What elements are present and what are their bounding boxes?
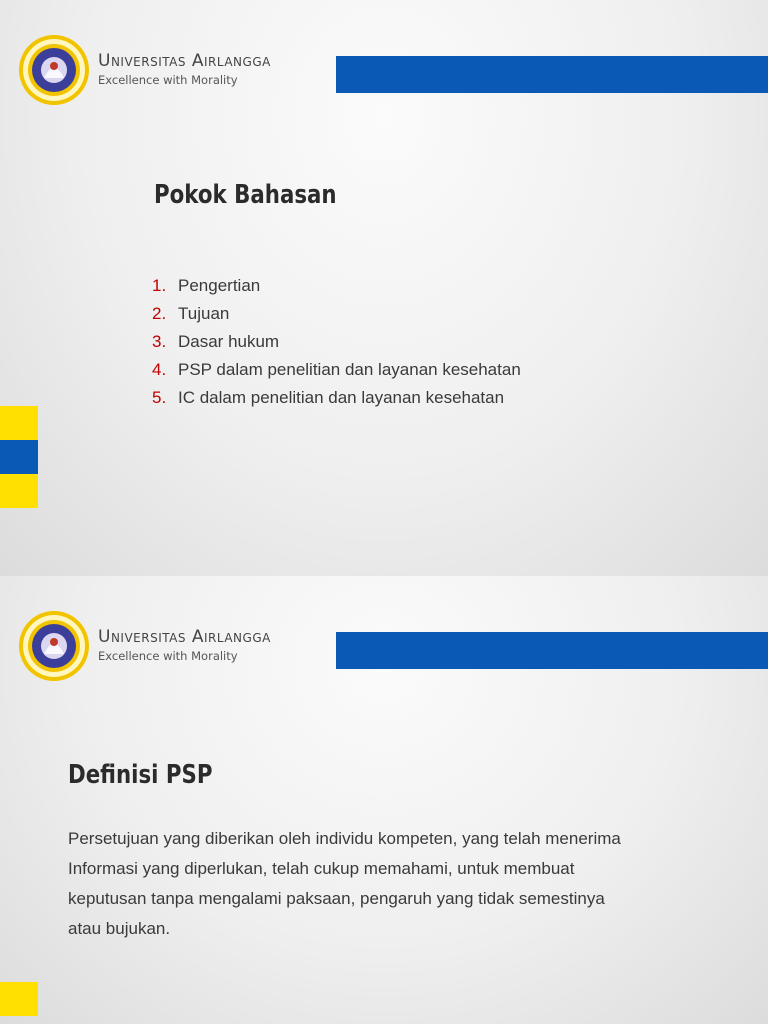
paragraph-line: Informasi yang diperlukan, telah cukup memahami, untuk membuat [68, 859, 575, 878]
paragraph-line: Persetujuan yang diberikan oleh individu kompeten, yang telah menerima [68, 829, 621, 848]
header-blue-bar [336, 632, 768, 669]
university-tagline: Excellence with Morality [98, 649, 238, 663]
university-name: Universitas Airlangga [98, 51, 271, 71]
university-name: Universitas Airlangga [98, 627, 271, 647]
list-item-number: 5. [152, 388, 167, 407]
list-item [152, 272, 521, 300]
side-bar-yellow [0, 406, 38, 440]
paragraph-line: atau bujukan. [68, 919, 171, 938]
side-color-bars [0, 406, 38, 508]
definition-paragraph [68, 824, 728, 944]
list-item-number: 1. [152, 276, 167, 295]
slide-definisi-psp [0, 576, 768, 1024]
list-item [152, 328, 521, 356]
side-bar-blue [0, 440, 38, 474]
list-item-number: 4. [152, 360, 167, 379]
side-color-bars [0, 982, 38, 1016]
side-bar-yellow [0, 982, 38, 1016]
list-item-text: Pengertian [178, 276, 261, 295]
university-brand [98, 626, 271, 664]
university-brand [98, 50, 271, 88]
header-blue-bar [336, 56, 768, 93]
list-item-text: Tujuan [178, 304, 230, 323]
list-item [152, 356, 521, 384]
list-item [152, 384, 521, 412]
list-item-text: PSP dalam penelitian dan layanan kesehatan [178, 360, 521, 379]
list-item-number: 3. [152, 332, 167, 351]
slide-title: Definisi PSP [68, 760, 213, 790]
slide-title: Pokok Bahasan [154, 180, 337, 210]
paragraph-line: keputusan tanpa mengalami paksaan, pengaruh yang tidak semestinya [68, 889, 605, 908]
list-item-number: 2. [152, 304, 167, 323]
list-item-text: Dasar hukum [178, 332, 280, 351]
topic-list [152, 272, 521, 412]
university-seal-logo [18, 610, 90, 682]
university-tagline: Excellence with Morality [98, 73, 238, 87]
list-item [152, 300, 521, 328]
side-bar-yellow [0, 474, 38, 508]
university-seal-logo [18, 34, 90, 106]
list-item-text: IC dalam penelitian dan layanan kesehatan [178, 388, 505, 407]
